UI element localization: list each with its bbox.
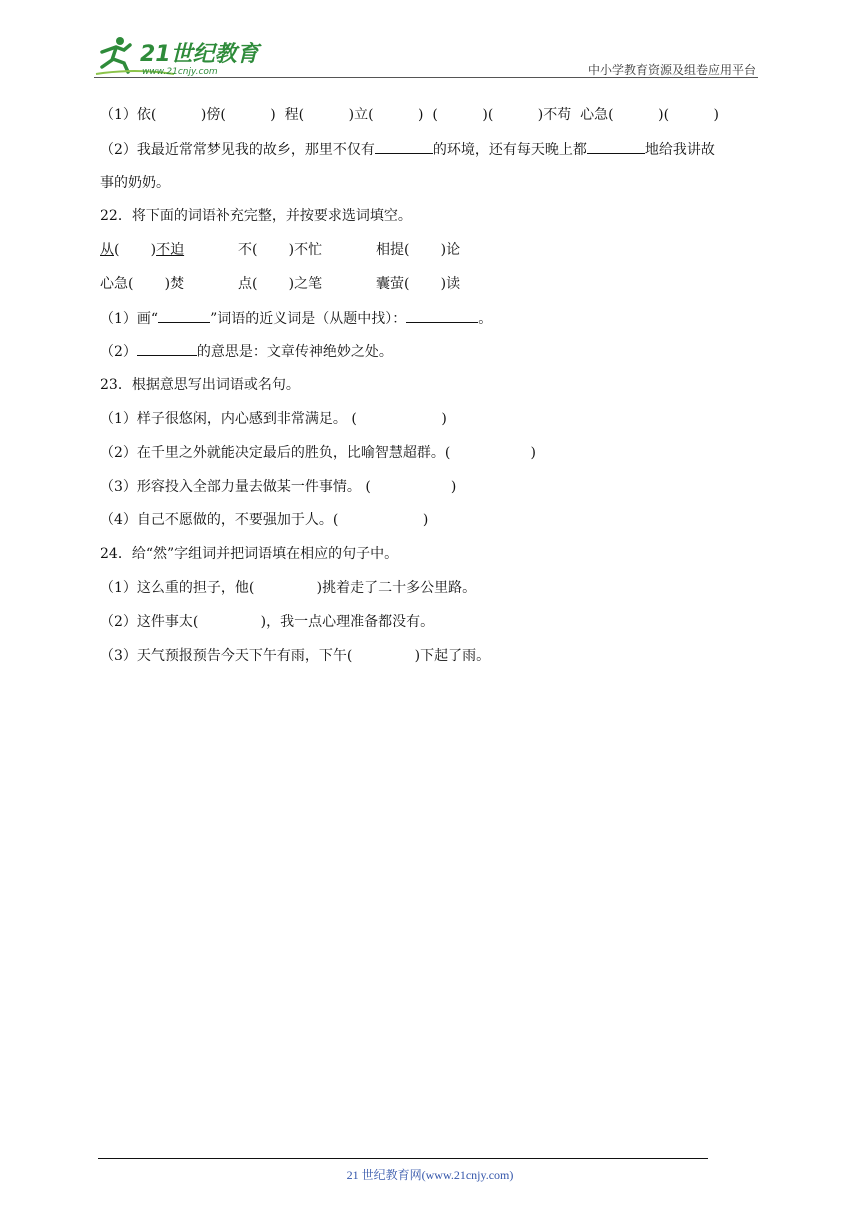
q24-part2: （2）这件事太( )，我一点心理准备都没有。 <box>100 614 435 630</box>
q21-part2-cont: 事的奶奶。 <box>100 175 170 191</box>
q23-part1: （1）样子很悠闲，内心感到非常满足。 ( ) <box>100 411 447 427</box>
q23-part3: （3）形容投入全部力量去做某一件事情。 ( ) <box>100 479 457 495</box>
q21-part2-text-a: （2）我最近常常梦见我的故乡，那里不仅有 <box>100 142 375 158</box>
q21-part2-text-b: 的环境，还有每天晚上都 <box>432 142 587 158</box>
q22-part2 <box>100 341 393 362</box>
q22-word-5: 点( )之笔 <box>238 276 323 292</box>
q22-word-4: 心急( )焚 <box>100 276 185 292</box>
logo-text: 21世纪教育 <box>140 42 259 67</box>
footer-text: 21 世纪教育网(www.21cnjy.com) <box>346 1168 514 1182</box>
footer-divider <box>98 1158 708 1159</box>
q24-part3: （3）天气预报预告今天下午有雨，下午( )下起了雨。 <box>100 648 491 664</box>
q21-part1: （1）依( )傍( ) 程( )立( ) ( )( )不苟 心急( )( ) <box>100 107 720 123</box>
q22-word-2: 不( )不忙 <box>238 242 323 258</box>
page-header <box>0 0 860 82</box>
q22-word-6: 囊萤( )读 <box>376 276 461 292</box>
answer-blank[interactable] <box>406 308 478 323</box>
q22-part1-text-b: ”词语的近义词是（从题中找）： <box>210 311 407 327</box>
q24-heading: 24．给“然”字组词并把词语填在相应的句子中。 <box>100 546 399 562</box>
site-logo <box>94 34 264 80</box>
q22-heading: 22．将下面的词语补充完整，并按要求选词填空。 <box>100 208 412 224</box>
q22-part2-text-a: （2） <box>100 344 137 360</box>
answer-blank[interactable] <box>137 341 197 356</box>
answer-blank[interactable] <box>158 308 210 323</box>
q22-part2-text-b: 的意思是：文章传神绝妙之处。 <box>196 344 393 360</box>
logo-url: www.21cnjy.com <box>142 67 218 77</box>
q22-word-3: 相提( )论 <box>376 242 461 258</box>
header-divider <box>94 77 758 78</box>
q21-part2 <box>100 139 715 160</box>
q21-part2-text-c: 地给我讲故 <box>644 142 715 158</box>
q22-word-1-underlined-a: 从 <box>100 242 114 258</box>
logo-runner-icon <box>94 34 264 80</box>
platform-title: 中小学教育资源及组卷应用平台 <box>587 63 756 77</box>
q22-part1-text-a: （1）画“ <box>100 311 159 327</box>
answer-blank[interactable] <box>375 139 433 154</box>
q22-word-1-blank: ( ) <box>114 242 157 258</box>
q23-part4: （4）自己不愿做的，不要强加于人。( ) <box>100 512 429 528</box>
q22-part1 <box>100 308 492 329</box>
q23-part2: （2）在千里之外就能决定最后的胜负，比喻智慧超群。( ) <box>100 445 536 461</box>
answer-blank[interactable] <box>587 139 645 154</box>
q24-part1: （1）这么重的担子，他( )挑着走了二十多公里路。 <box>100 580 477 596</box>
q22-word-1 <box>100 240 184 260</box>
q22-part1-text-c: 。 <box>478 311 493 327</box>
q23-heading: 23．根据意思写出词语或名句。 <box>100 377 300 393</box>
q22-word-1-underlined-b: 不迫 <box>156 242 185 258</box>
